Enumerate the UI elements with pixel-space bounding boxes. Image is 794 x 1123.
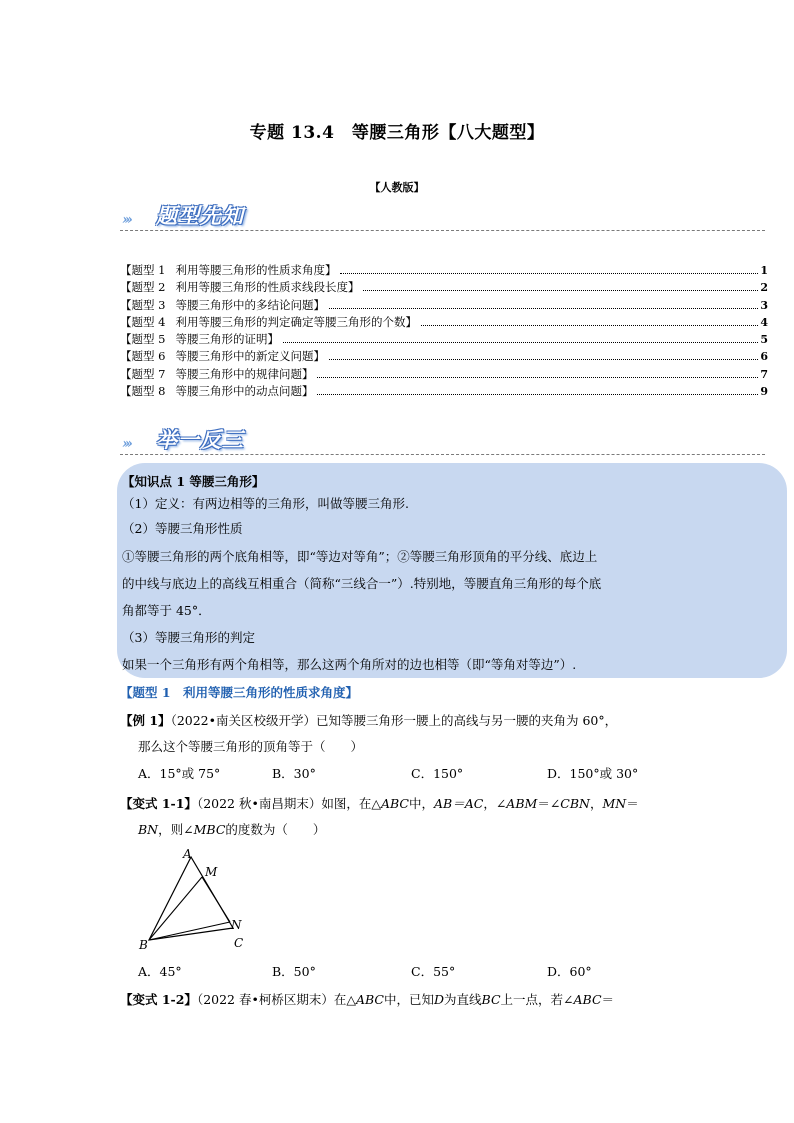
knowledge-line: ①等腰三角形的两个底角相等，即“等边对等角”；②等腰三角形顶角的平分线、底边上 xyxy=(122,549,598,564)
option-d[interactable]: D．150°或 30° xyxy=(547,766,639,781)
segment-bn xyxy=(149,922,230,940)
triple-chevron-icon: ››› xyxy=(122,436,130,452)
question-type-heading: 【题型 1 利用等腰三角形的性质求角度】 xyxy=(120,685,359,700)
leader-dots xyxy=(363,289,758,291)
toc-page-number: 6 xyxy=(760,350,768,364)
leader-dots xyxy=(329,358,758,360)
toc-entry[interactable]: 【题型 3 等腰三角形中的多结论问题】 3 xyxy=(120,297,768,314)
toc-page-number: 4 xyxy=(760,315,768,329)
variant-1-2-line1: 【变式 1-2】（2022 春•柯桥区期末）在△ABC中，已知D为直线BC上一点，若∠ABC＝ xyxy=(120,992,615,1007)
leader-dots xyxy=(340,272,758,274)
knowledge-line: （3）等腰三角形的判定 xyxy=(122,630,255,645)
toc-page-number: 1 xyxy=(760,264,768,277)
triangle-figure xyxy=(135,843,255,955)
document-title: 专题 13.4 等腰三角形【八大题型】 xyxy=(249,123,545,143)
section-heading: 题型先知 xyxy=(156,203,244,228)
section-header-overview xyxy=(120,200,765,231)
toc-page-number: 2 xyxy=(760,281,768,295)
example-1-line2: 那么这个等腰三角形的顶角等于（ ） xyxy=(138,739,364,754)
point-label-c: C xyxy=(234,936,244,950)
option-c[interactable]: C．150° xyxy=(411,766,464,781)
option-c[interactable]: C．55° xyxy=(411,964,456,979)
leader-dots xyxy=(317,376,758,378)
knowledge-line: 的中线与底边上的高线互相重合（简称“三线合一”）.特别地，等腰直角三角形的每个底 xyxy=(122,576,602,591)
knowledge-line: 角都等于 45°． xyxy=(122,603,211,618)
triangle-abc xyxy=(149,857,233,940)
option-d[interactable]: D．60° xyxy=(547,964,592,979)
knowledge-line: 如果一个三角形有两个角相等，那么这两个角所对的边也相等（即“等角对等边”）. xyxy=(122,657,577,672)
leader-dots xyxy=(283,341,758,343)
toc-entry[interactable]: 【题型 6 等腰三角形中的新定义问题】 6 xyxy=(120,348,768,365)
toc-entry[interactable]: 【题型 1 利用等腰三角形的性质求角度】 1 xyxy=(120,262,768,279)
toc-page-number: 9 xyxy=(760,385,768,399)
point-label-a: A xyxy=(183,847,192,861)
example-1-line1: 【例 1】（2022•南关区校级开学）已知等腰三角形一腰上的高线与另一腰的夹角为 60°， xyxy=(120,713,618,728)
leader-dots xyxy=(317,393,758,395)
triple-chevron-icon: ››› xyxy=(122,212,130,228)
option-b[interactable]: B．30° xyxy=(272,766,316,781)
point-label-n: N xyxy=(231,918,242,932)
toc-page-number: 3 xyxy=(760,298,768,312)
toc-entry[interactable]: 【题型 4 利用等腰三角形的判定确定等腰三角形的个数】 4 xyxy=(120,314,768,331)
table-of-contents xyxy=(120,262,768,400)
segment-mn xyxy=(202,877,230,922)
leader-dots xyxy=(421,324,758,326)
toc-page-number: 7 xyxy=(760,367,768,381)
option-b[interactable]: B．50° xyxy=(272,964,316,979)
section-heading: 举一反三 xyxy=(156,427,244,452)
knowledge-title: 【知识点 1 等腰三角形】 xyxy=(122,474,265,489)
knowledge-line: （2）等腰三角形性质 xyxy=(122,521,243,536)
toc-entry[interactable]: 【题型 7 等腰三角形中的规律问题】 7 xyxy=(120,366,768,383)
toc-entry[interactable]: 【题型 2 利用等腰三角形的性质求线段长度】 2 xyxy=(120,279,768,296)
leader-dots xyxy=(329,307,758,309)
toc-entry[interactable]: 【题型 8 等腰三角形中的动点问题】 9 xyxy=(120,383,768,400)
option-a[interactable]: A．45° xyxy=(138,964,182,979)
variant-1-1-line1: 【变式 1-1】（2022 秋•南昌期末）如图，在△ABC中，AB＝AC，∠ABM＝∠CBN，MN＝ xyxy=(120,796,639,811)
knowledge-line: （1）定义：有两边相等的三角形，叫做等腰三角形. xyxy=(122,496,409,511)
option-a[interactable]: A．15°或 75° xyxy=(138,766,221,781)
point-label-m: M xyxy=(205,865,218,879)
point-label-b: B xyxy=(139,938,148,952)
edition-label: 【人教版】 xyxy=(369,181,425,194)
toc-page-number: 5 xyxy=(760,333,768,347)
toc-entry[interactable]: 【题型 5 等腰三角形的证明】 5 xyxy=(120,331,768,348)
variant-1-1-line2: BN，则∠MBC的度数为（ ） xyxy=(138,822,326,837)
section-header-examples xyxy=(120,424,765,455)
